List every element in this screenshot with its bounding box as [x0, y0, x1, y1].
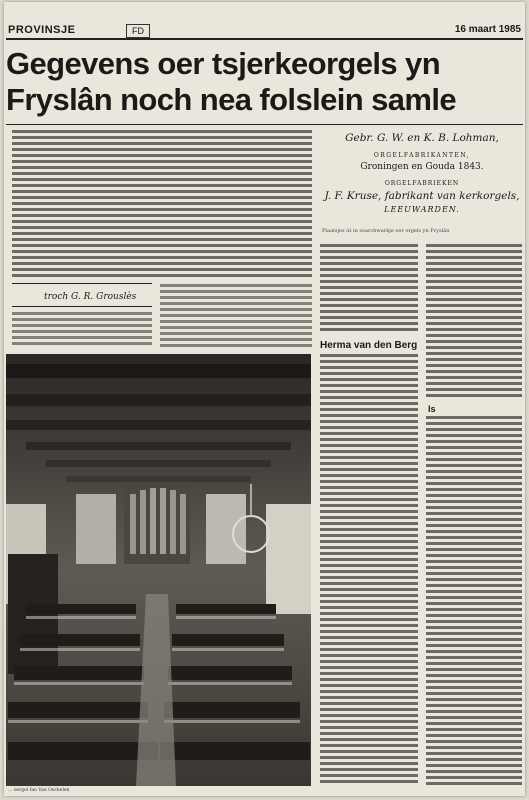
- article-column-4a: [426, 244, 522, 398]
- intro-text-block: [12, 130, 312, 278]
- headline-line-2: Fryslân noch nea folslein samle: [6, 82, 457, 117]
- headline-rule: [6, 124, 523, 125]
- ad-lohman-place: Groningen en Gouda 1843.: [360, 162, 484, 172]
- ad-kruse-place: LEEUWARDEN.: [384, 205, 460, 214]
- church-interior-photo: [6, 354, 311, 786]
- section-box: FD: [126, 24, 150, 38]
- issue-date: 16 maart 1985: [454, 24, 521, 35]
- headline: [6, 46, 524, 118]
- byline-rule-bottom: [12, 306, 152, 307]
- article-column-2: [160, 284, 312, 348]
- photo-caption: ... oergel fan Van Oeckelen: [8, 788, 70, 793]
- masthead-bar: [4, 2, 525, 42]
- headline-line-1: Gegevens oer tsjerkeorgels yn: [6, 46, 441, 81]
- article-column-3b: [320, 354, 418, 786]
- orgel-advertisement: [322, 132, 522, 242]
- ad-kruse-name: J. F. Kruse, fabrikant van kerkorgels,: [324, 190, 520, 202]
- top-rule: [6, 38, 523, 40]
- article-column-1: [12, 312, 152, 348]
- article-column-3a: [320, 244, 418, 334]
- article-column-4b: [426, 416, 522, 786]
- newspaper-clipping: [4, 2, 525, 796]
- byline-rule-top: [12, 283, 152, 284]
- author-name: Herma van den Berg: [320, 340, 418, 351]
- byline: troch G. R. Grouslès: [44, 292, 137, 302]
- column-subhead: Is: [428, 404, 436, 414]
- ad-lohman-name: Gebr. G. W. en K. B. Lohman,: [345, 132, 499, 144]
- section-label: PROVINSJE: [8, 24, 76, 36]
- ad-caption: Plaatsjes út in soarchwurkje oer orgels yn Fryslân: [322, 228, 450, 234]
- church-interior-illustration: [6, 354, 311, 786]
- ad-lohman-trade: ORGELFABRIKANTEN,: [373, 152, 471, 159]
- ad-kruse-trade: ORGELFABRIEKEN: [384, 180, 460, 187]
